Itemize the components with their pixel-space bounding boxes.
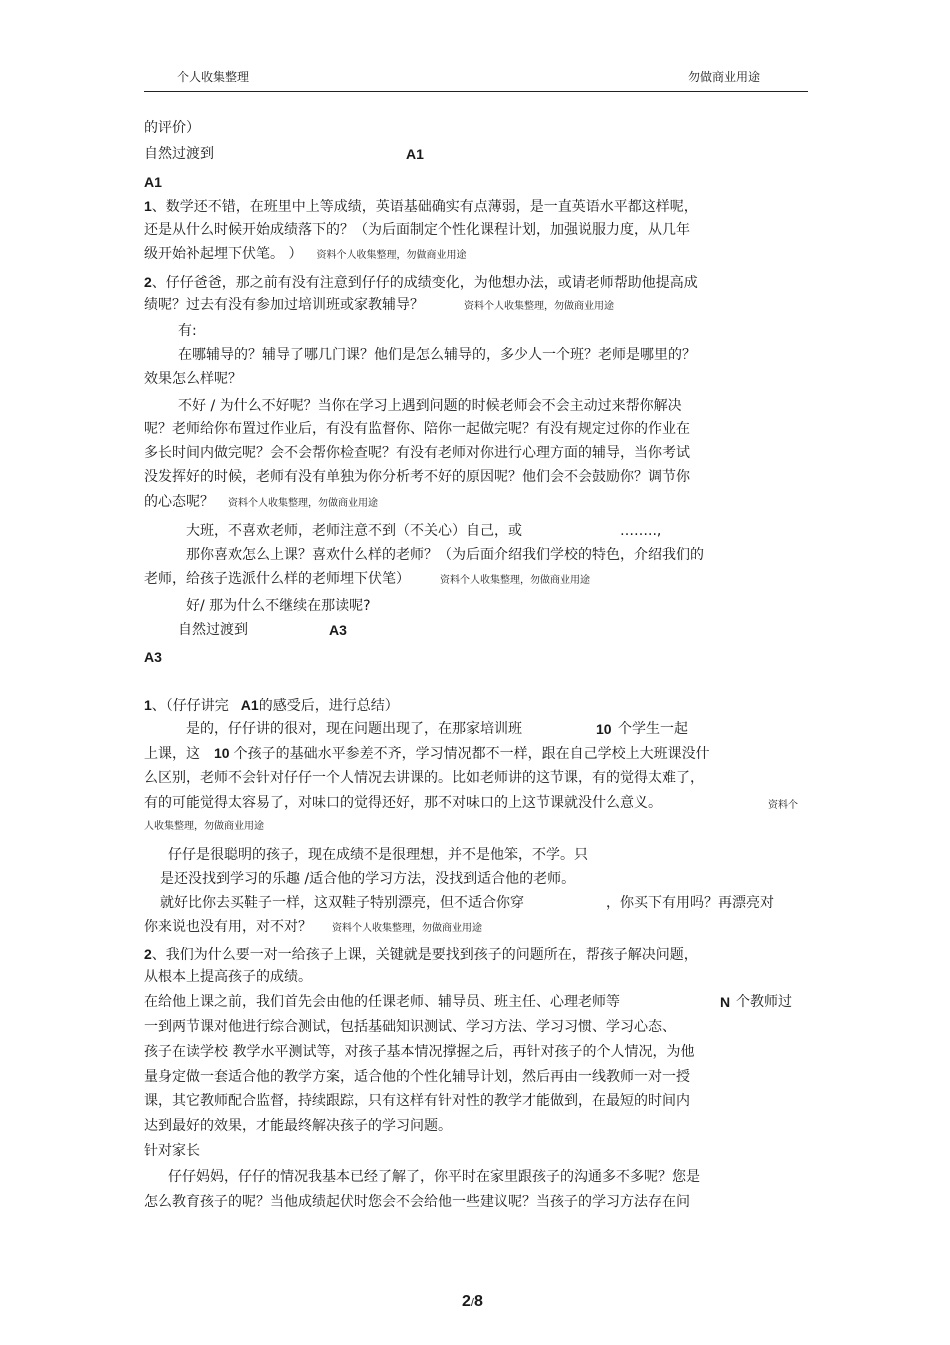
text-line [144, 744, 710, 763]
text-line [144, 696, 399, 715]
text-line: 还是从什么时候开始成绩落下的？（为后面制定个性化课程计划，加强说服力度，从几年 [144, 222, 690, 238]
text-line [186, 720, 688, 738]
text-line: 量身定做一套适合他的教学方案，适合他的个性化辅导计划，然后再由一线教师一对一授 [144, 1069, 690, 1085]
item-number: 1 [144, 198, 152, 214]
text-span: 个教师过 [736, 994, 792, 1010]
text-span: 上课，这 [144, 746, 200, 762]
text-line: 呢？老师给你布置过作业后，有没有监督你、陪你一起做完呢？有没有规定过你的作业在 [144, 421, 690, 437]
text-span: 你来说也没有用，对不对？ [144, 919, 312, 935]
text-line: 的评价） [144, 120, 200, 136]
text-line: 课，其它教师配合监督，持续跟踪，只有这样有针对性的教学才能做到，在最短的时间内 [144, 1093, 690, 1109]
text-span: 是的，仔仔讲的很对，现在问题出现了，在那家培训班 [186, 721, 522, 737]
watermark-note: 资料个人收集整理，勿做商业用途 [440, 575, 590, 586]
number-span: 10 [214, 745, 230, 761]
section-ref: A3 [329, 622, 347, 638]
text-line [144, 493, 378, 513]
text-line [144, 570, 590, 590]
text-line: 那你喜欢怎么上课？喜欢什么样的老师？（为后面介绍我们学校的特色，介绍我们的 [186, 547, 704, 563]
text-span: 的心态呢？ [144, 494, 214, 510]
text-line [144, 945, 698, 964]
text-span: 就好比你去买鞋子一样，这双鞋子特别漂亮，但不适合你穿 [160, 895, 524, 911]
text-line [178, 621, 347, 639]
text-line [144, 273, 698, 292]
text-span: 的感受后，进行总结） [258, 698, 399, 714]
page-number [462, 1293, 483, 1311]
watermark-note: 人收集整理，勿做商业用途 [144, 821, 264, 832]
current-page: 2 [462, 1293, 471, 1310]
total-pages: 8 [473, 1293, 483, 1310]
text-line: 有的可能觉得太容易了，对味口的觉得还好，那不对味口的上这节课就没什么意义。 [144, 795, 662, 811]
text-line: 孩子在读学校 教学水平测试等，对孩子基本情况撑握之后，再针对孩子的个人情况，为他 [144, 1044, 695, 1060]
section-ref: A1 [406, 146, 424, 162]
text-line [144, 918, 482, 938]
text-line [144, 993, 792, 1011]
page-header-right: 勿做商业用途 [688, 70, 761, 84]
text-line: 有: [178, 323, 197, 339]
text-line: 好/ 那为什么不继续在那读呢? [186, 598, 371, 614]
text-span: 、（仔仔讲完 [151, 698, 229, 714]
number-span: N [720, 994, 731, 1010]
text-line: 在哪辅导的？辅导了哪几门课？他们是怎么辅导的，多少人一个班？老师是哪里的？ [178, 347, 696, 363]
text-line [144, 145, 424, 163]
text-line: 多长时间内做完呢？会不会帮你检查呢？有没有老师对你进行心理方面的辅导，当你考试 [144, 445, 690, 461]
text-span: 级开始补起埋下伏笔。 ） [144, 246, 303, 262]
watermark-note: 资料个人收集整理，勿做商业用途 [228, 498, 378, 509]
text-span: 、仔仔爸爸，那之前有没有注意到仔仔的成绩变化，为他想办法，或请老师帮助他提高成 [151, 275, 698, 291]
text-line: 没发挥好的时候，老师有没有单独为你分析考不好的原因呢？他们会不会鼓励你？调节你 [144, 469, 690, 485]
page-header-left: 个人收集整理 [177, 70, 250, 84]
text-span: ，你买下有用吗？再漂亮对 [606, 895, 774, 911]
watermark-note: 资料个人收集整理，勿做商业用途 [464, 301, 614, 312]
item-number: 2 [144, 274, 152, 290]
section-heading: A3 [144, 649, 162, 665]
text-line: 不好 / 为什么不好呢？当你在学习上遇到问题的时候老师会不会主动过来帮你解决 [178, 398, 682, 414]
text-span: 大班，不喜欢老师，老师注意不到（不关心）自己，或 [186, 523, 522, 539]
watermark-note: 资料个人收集整理，勿做商业用途 [332, 923, 482, 934]
text-span: 自然过渡到 [178, 622, 248, 638]
item-number: 2 [144, 946, 152, 962]
watermark-note: 资料个人收集整理，勿做商业用途 [316, 250, 467, 261]
header-rule [144, 91, 808, 92]
text-span: 老师，给孩子选派什么样的老师埋下伏笔） [144, 571, 410, 587]
text-line: 怎么教育孩子的呢？当他成绩起伏时您会不会给他一些建议呢？当孩子的学习方法存在问 [144, 1194, 690, 1210]
text-line [144, 197, 698, 216]
text-line: 一到两节课对他进行综合测试，包括基础知识测试、学习方法、学习习惯、学习心态、 [144, 1019, 676, 1035]
text-line [186, 522, 662, 540]
text-span: 在给他上课之前，我们首先会由他的任课老师、辅导员、班主任、心理老师等 [144, 994, 620, 1010]
text-line [144, 245, 466, 265]
text-span: 自然过渡到 [144, 146, 214, 162]
text-line: 么区别，老师不会针对仔仔一个人情况去讲课的。比如老师讲的这节课，有的觉得太难了， [144, 770, 704, 786]
page-separator: / [470, 1297, 474, 1309]
text-span: 个孩子的基础水平参差不齐，学习情况都不一样，跟在自己学校上大班课没什 [233, 746, 710, 762]
text-line: 针对家长 [144, 1143, 200, 1159]
text-span: 绩呢？过去有没有参加过培训班或家教辅导？ [144, 297, 424, 313]
text-span: 个学生一起 [618, 721, 688, 737]
text-span: 、我们为什么要一对一给孩子上课，关键就是要找到孩子的问题所在，帮孩子解决问题， [151, 947, 698, 963]
text-line: 仔仔是很聪明的孩子，现在成绩不是很理想，并不是他笨，不学。只 [168, 847, 588, 863]
section-heading: A1 [144, 174, 162, 190]
text-line: 效果怎么样呢？ [144, 371, 242, 387]
section-ref: A1 [240, 697, 259, 713]
text-span: …….., [620, 523, 662, 539]
watermark-note: 资料个 [768, 800, 798, 811]
number-span: 10 [596, 721, 612, 737]
text-line: 达到最好的效果，才能最终解决孩子的学习问题。 [144, 1118, 452, 1134]
text-line [160, 894, 774, 912]
text-line: 仔仔妈妈，仔仔的情况我基本已经了解了，你平时在家里跟孩子的沟通多不多呢？您是 [168, 1169, 700, 1185]
text-line: 是还没找到学习的乐趣 /适合他的学习方法，没找到适合他的老师。 [160, 871, 576, 887]
text-line [144, 296, 614, 316]
text-line: 从根本上提高孩子的成绩。 [144, 969, 312, 985]
text-span: 、数学还不错，在班里中上等成绩，英语基础确实有点薄弱，是一直英语水平都这样呢， [151, 199, 698, 215]
item-number: 1 [144, 697, 152, 713]
